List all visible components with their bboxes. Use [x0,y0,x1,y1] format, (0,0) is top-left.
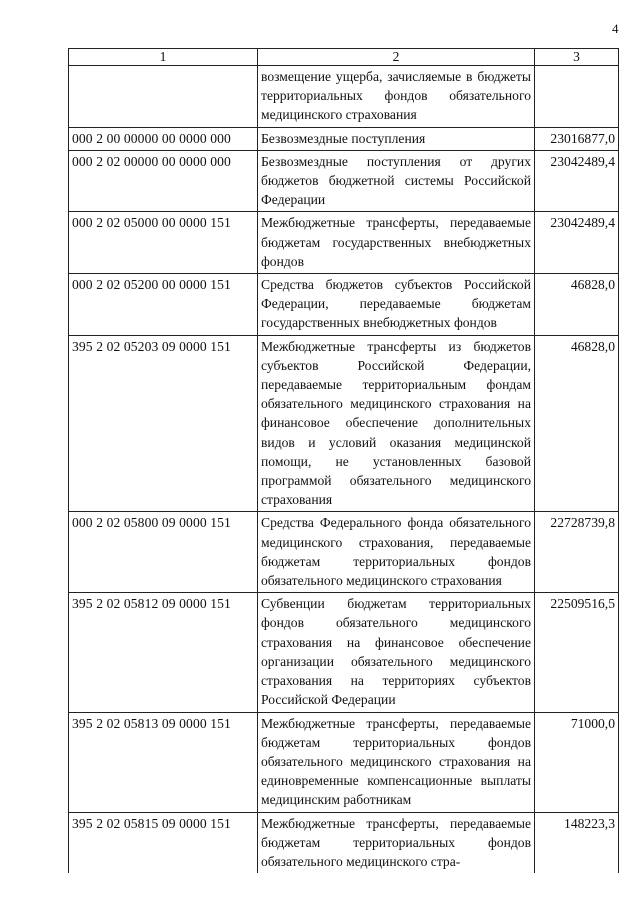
table-row [69,335,619,512]
amount-cell: 46828,0 [535,335,619,512]
table-body [69,49,619,874]
description-cell: Межбюджетные трансферты, передаваемые бюджетам территориальных фондов обязательного медицинского стра- [258,812,535,873]
budget-table [68,48,619,873]
table-row [69,812,619,873]
table-row [69,274,619,336]
budget-code-cell: 000 2 02 05800 09 0000 151 [69,512,258,593]
budget-code-cell: 395 2 02 05813 09 0000 151 [69,712,258,812]
description-cell: Безвозмездные поступления от других бюджетов бюджетной системы Российской Федерации [258,150,535,212]
budget-code-cell: 000 2 02 05000 00 0000 151 [69,212,258,274]
budget-code-cell: 000 2 02 00000 00 0000 000 [69,150,258,212]
table-row [69,593,619,712]
description-cell: Межбюджетные трансферты из бюджетов субъектов Российской Федерации, передаваемые территориальным фондам обязательного медицинского страхования на финансовое обеспечение дополнительных видов и условий оказания медицинской помощи, не установленных базовой программой обязательного медицинского страхования [258,335,535,512]
amount-cell: 22728739,8 [535,512,619,593]
budget-code-cell [69,66,258,128]
amount-cell: 23016877,0 [535,127,619,150]
description-cell: Субвенции бюджетам территориальных фондов обязательного медицинского страхования на финансовое обеспечение организации обязательного медицинского страхования на территориях субъектов Российской Федерации [258,593,535,712]
description-cell: Межбюджетные трансферты, передаваемые бюджетам территориальных фондов обязательного медицинского страхования на единовременные компенсационные выплаты медицинским работникам [258,712,535,812]
description-cell: возмещение ущерба, зачисляемые в бюджеты территориальных фондов обязательного медицинского страхования [258,66,535,128]
page-number: 4 [612,21,619,36]
description-cell: Межбюджетные трансферты, передаваемые бюджетам государственных внебюджетных фондов [258,212,535,274]
description-cell: Безвозмездные поступления [258,127,535,150]
column-header-1: 1 [69,49,258,66]
table-row [69,212,619,274]
budget-code-cell: 000 2 00 00000 00 0000 000 [69,127,258,150]
table-header-row [69,49,619,66]
amount-cell: 148223,3 [535,812,619,873]
budget-code-cell: 395 2 02 05815 09 0000 151 [69,812,258,873]
column-header-3: 3 [535,49,619,66]
amount-cell [535,66,619,128]
budget-code-cell: 000 2 02 05200 00 0000 151 [69,274,258,336]
table-row [69,127,619,150]
description-cell: Средства Федерального фонда обязательного медицинского страхования, передаваемые бюджетам территориальных фондов обязательного медицинского страхования [258,512,535,593]
amount-cell: 71000,0 [535,712,619,812]
amount-cell: 46828,0 [535,274,619,336]
description-cell: Средства бюджетов субъектов Российской Федерации, передаваемые бюджетам государственных внебюджетных фондов [258,274,535,336]
table-row [69,150,619,212]
table-row [69,712,619,812]
amount-cell: 23042489,4 [535,212,619,274]
budget-code-cell: 395 2 02 05203 09 0000 151 [69,335,258,512]
table-row [69,66,619,128]
table-row [69,512,619,593]
budget-code-cell: 395 2 02 05812 09 0000 151 [69,593,258,712]
amount-cell: 23042489,4 [535,150,619,212]
column-header-2: 2 [258,49,535,66]
amount-cell: 22509516,5 [535,593,619,712]
